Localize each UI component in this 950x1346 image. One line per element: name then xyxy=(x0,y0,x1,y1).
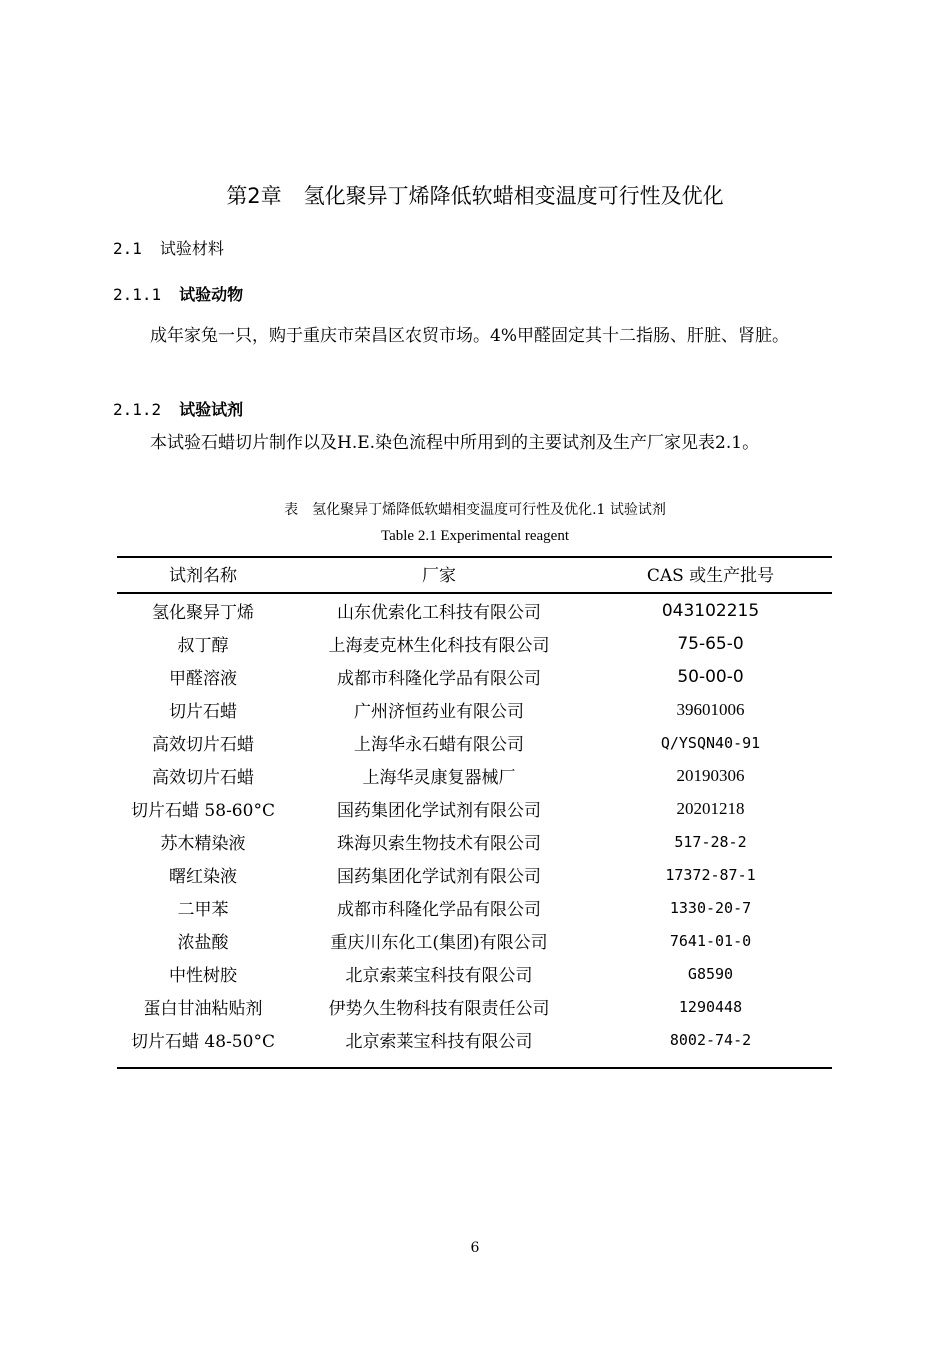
reagent-name: 切片石蜡 xyxy=(169,702,237,722)
table-row xyxy=(117,660,832,693)
manufacturer: 成都市科隆化学品有限公司 xyxy=(337,900,541,920)
header-manufacturer: 厂家 xyxy=(422,566,456,586)
reagent-name: 切片石蜡 58-60°C xyxy=(131,801,275,821)
header-reagent-name: 试剂名称 xyxy=(169,566,237,586)
table-row xyxy=(117,924,832,957)
table-row xyxy=(117,759,832,792)
reagent-name: 浓盐酸 xyxy=(177,933,229,953)
reagent-table xyxy=(117,556,832,1056)
section-title: 试验材料 xyxy=(159,239,224,258)
cas-number: 1330-20-7 xyxy=(669,898,752,917)
section-2-1-1-heading xyxy=(113,282,243,305)
section-number: 2.1.2 xyxy=(113,400,162,419)
cas-number: 20201218 xyxy=(676,798,745,818)
manufacturer: 上海麦克林生化科技有限公司 xyxy=(328,636,550,656)
table-row xyxy=(117,990,832,1023)
manufacturer: 国药集团化学试剂有限公司 xyxy=(337,867,541,887)
chapter-number: 第2章 xyxy=(226,184,282,208)
cas-number: 17372-87-1 xyxy=(665,865,756,884)
manufacturer: 伊势久生物科技有限责任公司 xyxy=(328,999,550,1019)
manufacturer: 广州济恒药业有限公司 xyxy=(354,702,524,722)
cas-number: 20190306 xyxy=(676,765,745,785)
header-cas: CAS 或生产批号 xyxy=(646,566,775,586)
table-row xyxy=(117,825,832,858)
manufacturer: 成都市科隆化学品有限公司 xyxy=(337,669,541,689)
table-row xyxy=(117,627,832,660)
manufacturer: 珠海贝索生物技术有限公司 xyxy=(337,834,541,854)
reagent-name: 高效切片石蜡 xyxy=(152,768,254,788)
reagent-name: 中性树胶 xyxy=(169,966,237,986)
chapter-title xyxy=(0,180,950,210)
reagent-name: 甲醛溶液 xyxy=(169,669,237,689)
manufacturer: 国药集团化学试剂有限公司 xyxy=(337,801,541,821)
table-row xyxy=(117,858,832,891)
reagent-name: 高效切片石蜡 xyxy=(152,735,254,755)
table-row xyxy=(117,1023,832,1056)
manufacturer: 山东优索化工科技有限公司 xyxy=(337,603,541,623)
table-row xyxy=(117,891,832,924)
manufacturer: 重庆川东化工(集团)有限公司 xyxy=(330,933,548,953)
table-row xyxy=(117,693,832,726)
table-row xyxy=(117,957,832,990)
table-row xyxy=(117,792,832,825)
table-row xyxy=(117,726,832,759)
section-2-1-heading xyxy=(113,236,224,259)
table-caption-cn xyxy=(0,499,950,519)
reagent-name: 蛋白甘油粘贴剂 xyxy=(143,999,263,1019)
table-caption-en: Table 2.1 Experimental reagent xyxy=(380,528,570,544)
page-number: 6 xyxy=(470,1240,480,1256)
table-header-row xyxy=(117,556,832,591)
reagent-name: 切片石蜡 48-50°C xyxy=(131,1032,275,1052)
cas-number: 50-00-0 xyxy=(677,666,744,687)
caption-text: 氢化聚异丁烯降低软蜡相变温度可行性及优化.1 试验试剂 xyxy=(312,502,666,518)
section-2-1-2-heading xyxy=(113,397,243,420)
section-title: 试验试剂 xyxy=(179,400,244,419)
manufacturer: 北京索莱宝科技有限公司 xyxy=(345,1032,533,1052)
cas-number: 7641-01-0 xyxy=(669,931,752,950)
cas-number: 39601006 xyxy=(676,699,745,719)
cas-number: Q/YSQN40-91 xyxy=(660,733,761,752)
caption-prefix: 表 xyxy=(284,502,299,518)
chapter-title-text: 氢化聚异丁烯降低软蜡相变温度可行性及优化 xyxy=(303,184,724,208)
section-number: 2.1.1 xyxy=(113,285,162,304)
manufacturer: 上海华永石蜡有限公司 xyxy=(354,735,524,755)
reagent-name: 二甲苯 xyxy=(177,900,229,920)
manufacturer: 北京索莱宝科技有限公司 xyxy=(345,966,533,986)
table-row xyxy=(117,594,832,627)
section-title: 试验动物 xyxy=(179,285,244,304)
paragraph-reagents: 本试验石蜡切片制作以及H.E.染色流程中所用到的主要试剂及生产厂家见表2.1。 xyxy=(150,433,760,453)
paragraph-animals: 成年家兔一只，购于重庆市荣昌区农贸市场。4%甲醛固定其十二指肠、肝脏、肾脏。 xyxy=(150,326,789,346)
section-number: 2.1 xyxy=(113,239,142,258)
cas-number: 043102215 xyxy=(661,600,760,621)
cas-number: 8002-74-2 xyxy=(669,1030,752,1049)
reagent-name: 苏木精染液 xyxy=(160,834,246,854)
manufacturer: 上海华灵康复器械厂 xyxy=(362,768,516,788)
cas-number: 75-65-0 xyxy=(677,633,744,654)
table-bottom-rule xyxy=(117,1067,832,1069)
reagent-name: 氢化聚异丁烯 xyxy=(152,603,254,623)
cas-number: 1290448 xyxy=(678,997,743,1016)
reagent-name: 曙红染液 xyxy=(169,867,237,887)
cas-number: G8590 xyxy=(687,964,734,983)
cas-number: 517-28-2 xyxy=(674,832,747,851)
reagent-name: 叔丁醇 xyxy=(177,636,229,656)
